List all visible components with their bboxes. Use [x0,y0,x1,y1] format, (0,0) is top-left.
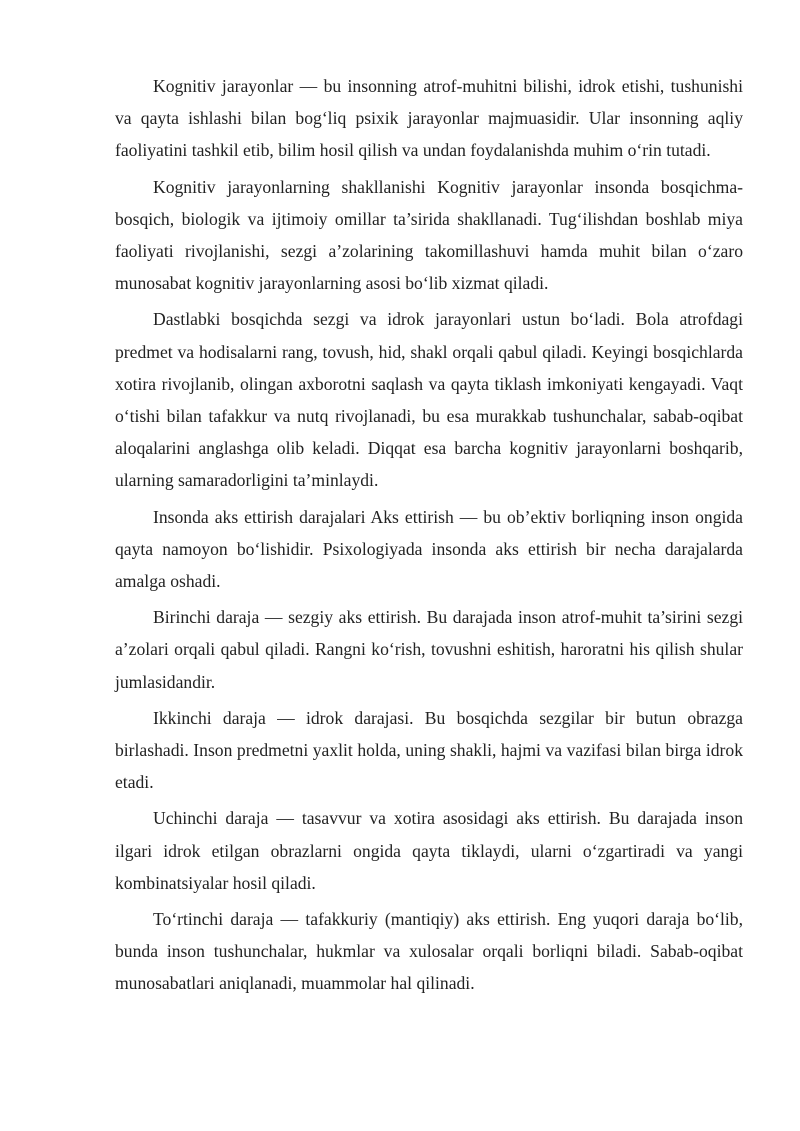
paragraph-aks-ettirish-darajalari: Insonda aks ettirish darajalari Aks ettirish — bu ob’ektiv borliqning inson ongida qayta namoyon bo‘lishidir. Psixologiyada insonda aks ettirish bir necha darajalarda amalga oshadi. [115,506,743,592]
paragraph-uchinchi-daraja: Uchinchi daraja — tasavvur va xotira asosidagi aks ettirish. Bu darajada inson ilgari idrok etilgan obrazlarni ongida qayta tiklaydi, ularni o‘zgartiradi va yangi kombinatsiyalar hosil qiladi. [115,808,743,893]
document-page [115,70,743,1004]
paragraph-kognitiv-jarayonlar: Kognitiv jarayonlar — bu insonning atrof-muhitni bilishi, idrok etishi, tushunishi va qayta ishlashi bilan bog‘liq psixik jarayonlar majmuasidir. Ular insonning aqliy faoliyatini tashkil etib, bilim hosil qilish va undan foydalanishda muhim o‘rin tutadi. [115,76,743,161]
paragraph-dastlabki-bosqich: Dastlabki bosqichda sezgi va idrok jarayonlari ustun bo‘ladi. Bola atrofdagi predmet va hodisalarni rang, tovush, hid, shakl orqali qabul qiladi. Keyingi bosqichlarda xotira rivojlanib, olingan axborotni saqlash va qayta tiklash imkoniyati kengayadi. Vaqt o‘tishi bilan tafakkur va nutq rivojlanadi, bu esa murakkab tushunchalar, sabab-oqibat aloqalarini anglashga olib keladi. Diqqat esa barcha kognitiv jarayonlarni boshqarib, ularning samaradorligini ta’minlaydi. [115,309,743,491]
paragraph-birinchi-daraja: Birinchi daraja — sezgiy aks ettirish. Bu darajada inson atrof-muhit ta’sirini sezgi a’zolari orqali qabul qiladi. Rangni ko‘rish, tovushni eshitish, haroratni his qilish shular jumlasidandir. [115,607,743,692]
paragraph-tortinchi-daraja: To‘rtinchi daraja — tafakkuriy (mantiqiy) aks ettirish. Eng yuqori daraja bo‘lib, bunda inson tushunchalar, hukmlar va xulosalar orqali borliqni biladi. Sabab-oqibat munosabatlari aniqlanadi, muammolar hal qilinadi. [115,909,743,994]
paragraph-ikkinchi-daraja: Ikkinchi daraja — idrok darajasi. Bu bosqichda sezgilar bir butun obrazga birlashadi. Inson predmetni yaxlit holda, uning shakli, hajmi va vazifasi bilan birga idrok etadi. [115,707,743,793]
paragraph-shakllanishi: Kognitiv jarayonlarning shakllanishi Kognitiv jarayonlar insonda bosqichma-bosqich, biologik va ijtimoiy omillar ta’sirida shakllanadi. Tug‘ilishdan boshlab miya faoliyati rivojlanishi, sezgi a’zolarining takomillashuvi hamda muhit bilan o‘zaro munosabat kognitiv jarayonlarning asosi bo‘lib xizmat qiladi. [115,176,743,294]
